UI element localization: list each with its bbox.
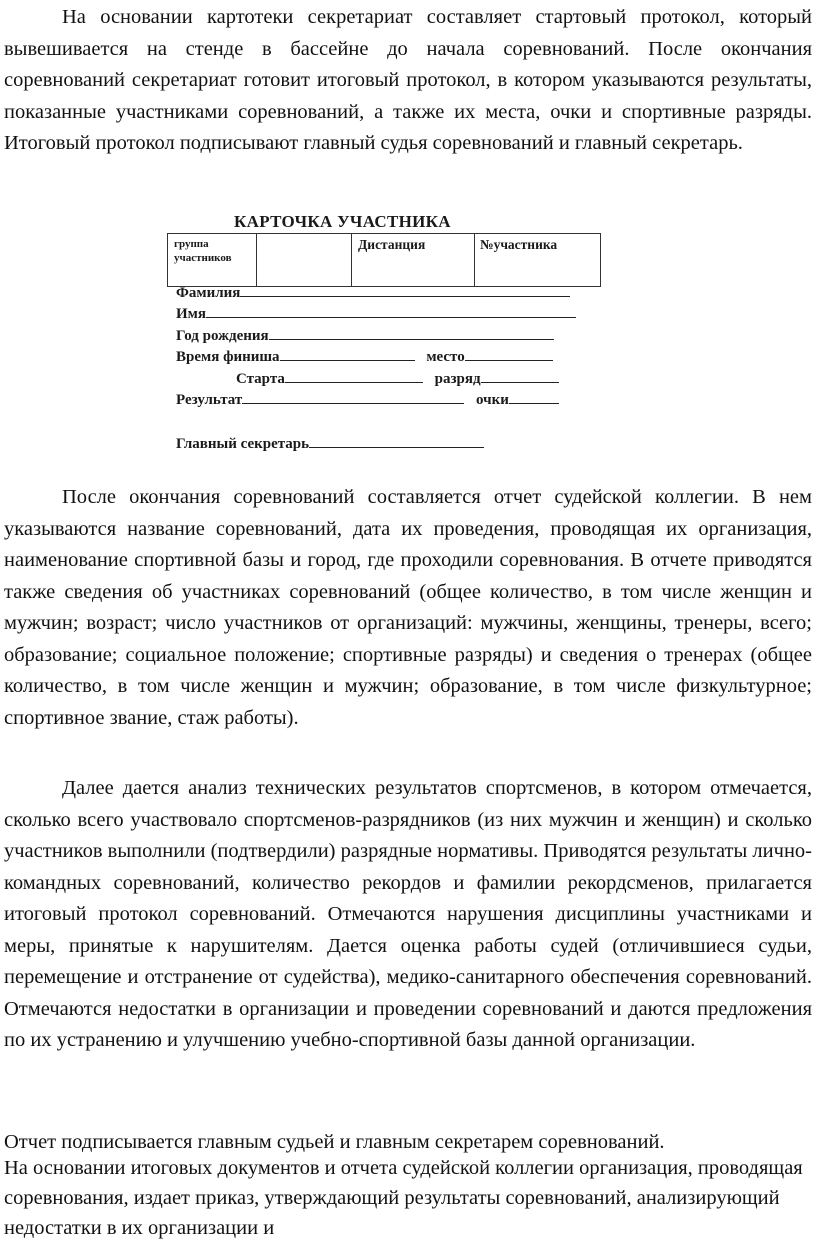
field-surname: Фамилия bbox=[176, 282, 570, 302]
card-header-table bbox=[167, 233, 601, 287]
participant-card-figure bbox=[164, 212, 614, 462]
paragraph-order: На основании итоговых документов и отчета судейской коллегии организация, проводящая соревнования, издает приказ, утверждающий результаты соревнований, анализирующий недостатки в их организации и bbox=[4, 1157, 803, 1239]
cell-group-label: группа участников bbox=[174, 238, 232, 264]
cell-distance-label: Дистанция bbox=[358, 237, 426, 252]
cell-participant-number-label: №участника bbox=[480, 237, 558, 252]
field-name: Имя bbox=[176, 303, 576, 323]
field-finish-time: Время финиша место bbox=[176, 346, 553, 366]
field-birth-year: Год рождения bbox=[176, 325, 554, 345]
paragraph-results-analysis: Далее дается анализ технических результатов спортсменов, в котором отмечается, сколько всего участвовало спортсменов-разрядников (из них мужчин и женщин) и сколько участников выполнили (подтвердили) разрядные нормативы. Приводятся результаты лично-командных соревнований, количество рекордов и фамилии рекордсменов, прилагается итоговый протокол соревнований. Отмечаются нарушения дисциплины участниками и меры, принятые к нарушителям. Дается оценка работы судей (отличившиеся судьи, перемещение и отстранение от судейства), медико-санитарного обеспечения соревнований. Отмечаются недостатки в организации и проведении соревнований и даются предложения по их устранению и улучшению учебно-спортивной базы данной организации. bbox=[4, 777, 812, 1051]
field-start-time: Старта разряд bbox=[236, 368, 559, 388]
paragraph-judges-report: После окончания соревнований составляется отчет судейской коллегии. В нем указываются название соревнований, дата их проведения, проводящая их организация, наименование спортивной базы и город, где проходили соревнования. В отчете приводятся также сведения об участниках соревнований (общее количество, в том числе женщин и мужчин; возраст; число участников от организаций: мужчины, женщины, тренеры, всего; образование; социальное положение; спортивные разряды) и сведения о тренерах (общее количество, в том числе женщин и мужчин; образование, в том числе физкультурное; спортивное звание, стаж работы). bbox=[4, 486, 812, 729]
field-result: Результат очки bbox=[176, 389, 559, 409]
card-title: КАРТОЧКА УЧАСТНИКА bbox=[234, 212, 451, 231]
field-chief-secretary: Главный секретарь bbox=[176, 433, 484, 453]
paragraph-report-signing: Отчет подписывается главным судьей и главным секретарем соревнований. bbox=[4, 1131, 665, 1153]
paragraph-start-protocol: На основании картотеки секретариат составляет стартовый протокол, который вывешивается на стенде в бассейне до начала соревнований. После окончания соревнований секретариат готовит итоговый протокол, в котором указываются результаты, показанные участниками соревнований, а также их места, очки и спортивные разряды. Итоговый протокол подписывают главный судья соревнований и главный секретарь. bbox=[4, 6, 812, 154]
